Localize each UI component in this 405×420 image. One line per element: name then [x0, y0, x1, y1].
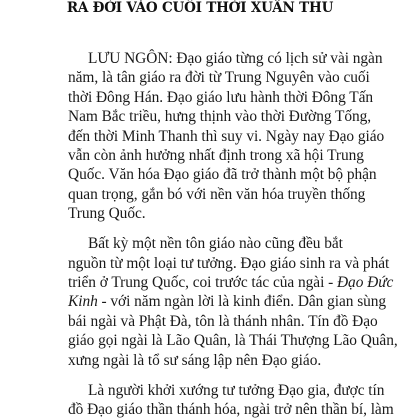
- text-line: Nam Bắc triều, hưng thịnh vào thời Đường Tống,: [68, 108, 372, 126]
- body-text: [68, 49, 405, 420]
- text-line: giáo gọi ngài là Lão Quân, là Thái Thượng Lão Quân,: [68, 332, 398, 350]
- page-header: RA ĐỜI VÀO CUỐI THỜI XUÂN THU: [66, 0, 334, 16]
- text-line: đồ Đạo giáo thần thánh hóa, ngài trở nên thần bí, làm: [68, 401, 394, 419]
- paragraph-founder: [68, 381, 405, 420]
- text-line: vẫn còn ảnh hưởng nhất định trong xã hội Trung: [68, 146, 364, 164]
- text-line: Là người khởi xướng tư tưởng Đạo gia, được tín: [88, 381, 385, 399]
- text-line: [68, 273, 405, 292]
- paragraph-origin: [68, 234, 405, 370]
- book-title-italic: Đạo Đức: [336, 273, 394, 291]
- text-line: thời Đông Hán. Đạo giáo lưu hành thời Đông Tấn: [68, 88, 374, 106]
- text-line: Quốc. Văn hóa Đạo giáo đã trở thành một bộ phận: [68, 166, 377, 184]
- text-line: bái ngài và Phật Đà, tôn là thánh nhân. Tín đồ Đạo: [68, 312, 378, 330]
- text-segment: triển ở Trung Quốc, coi trước tác của ngài -: [68, 273, 337, 291]
- text-line: Bất kỳ một nền tôn giáo nào cũng đều bắt: [88, 235, 343, 253]
- text-line: xưng ngài là tổ sư sáng lập nên Đạo giáo.: [68, 351, 322, 369]
- text-line: nguồn từ một loại tư tưởng. Đạo giáo sinh ra và phát: [68, 254, 390, 272]
- text-line: quan trọng, gắn bó với nền văn hóa truyền thống: [68, 185, 366, 203]
- text-line: đến thời Minh Thanh thì suy vi. Ngày nay Đạo giáo: [68, 127, 385, 145]
- text-line: năm, là tân giáo ra đời từ Trung Nguyên vào cuối: [68, 69, 370, 87]
- paragraph-intro: [68, 49, 405, 224]
- text-line: Trung Quốc.: [68, 205, 146, 223]
- text-line: [68, 292, 405, 311]
- text-segment: - với năm ngàn lời là kinh điển. Dân gian sùng: [97, 293, 387, 311]
- text-line: LƯU NGÔN: Đạo giáo từng có lịch sử vài ngàn: [88, 50, 383, 67]
- book-title-italic: Kinh: [68, 293, 98, 311]
